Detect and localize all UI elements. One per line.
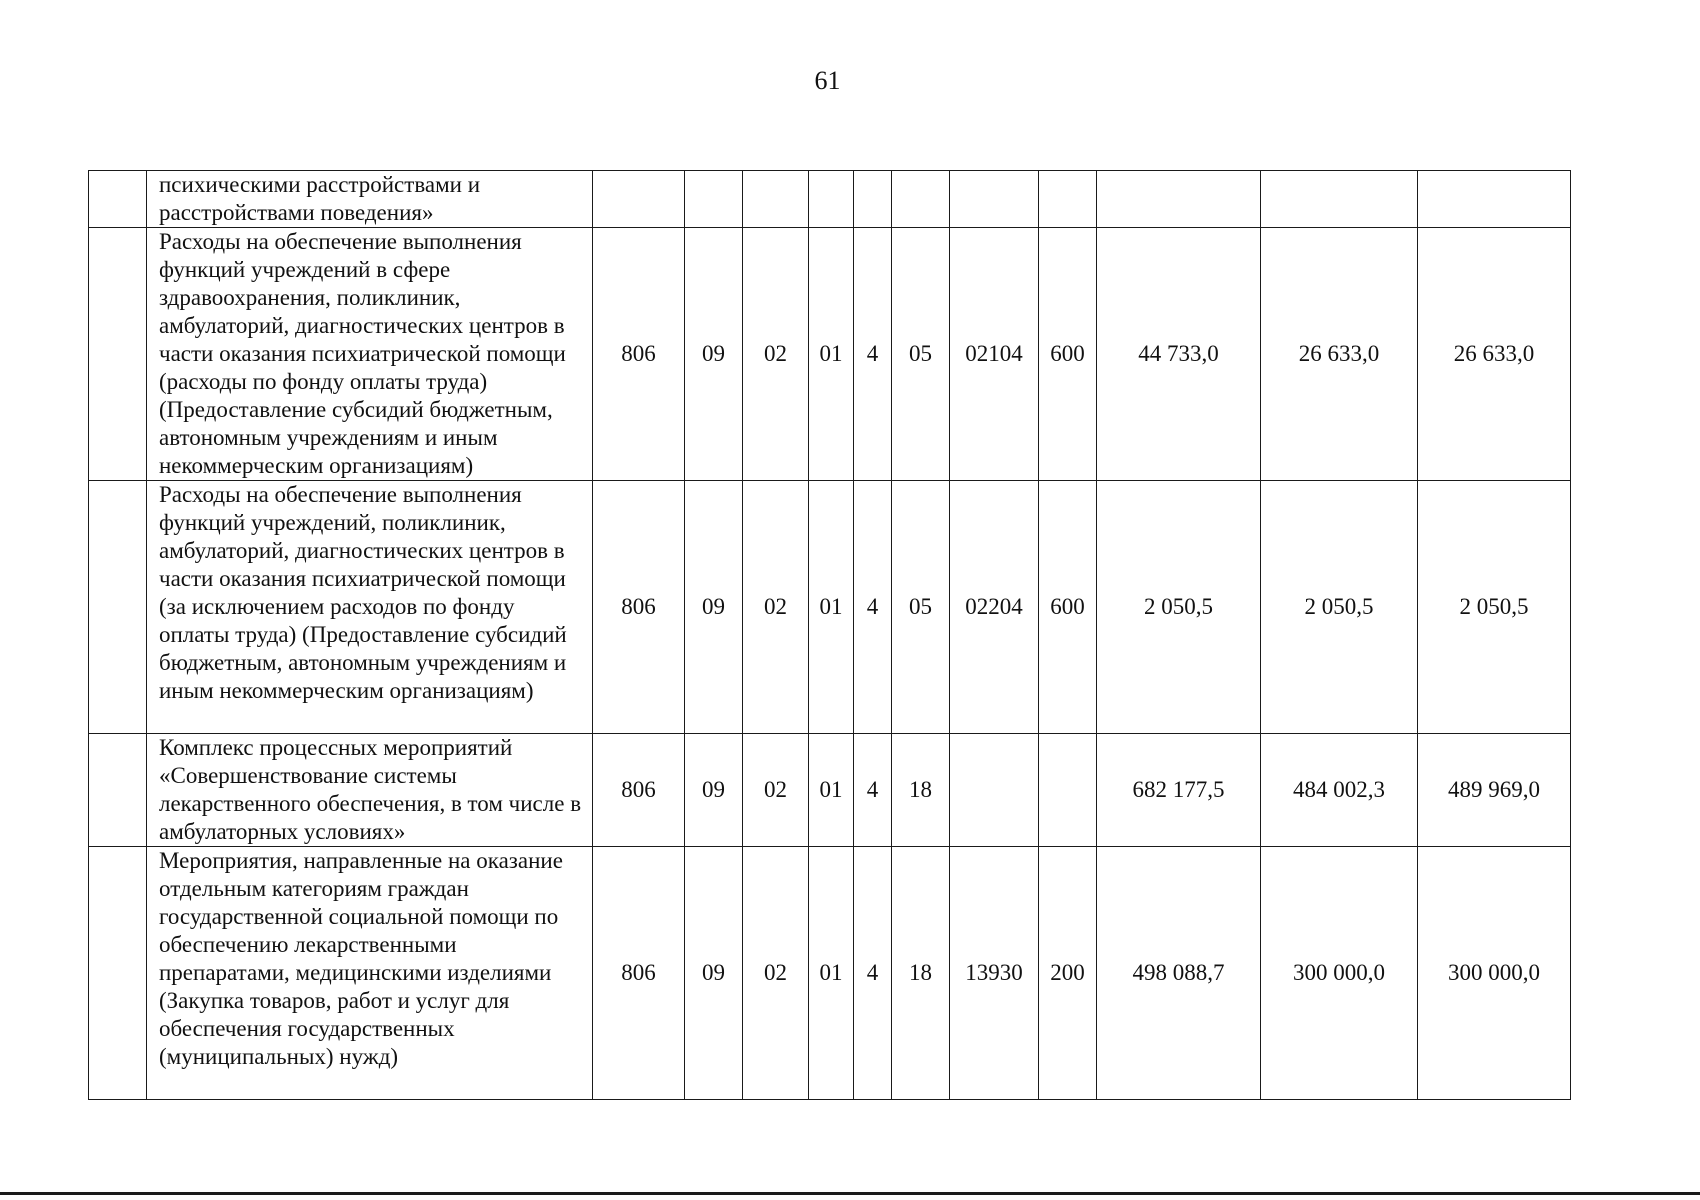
amount-cell: 484 002,3 <box>1261 734 1418 847</box>
code-cell: 200 <box>1039 847 1097 1100</box>
code-cell <box>743 171 809 228</box>
table-body <box>89 171 1571 1100</box>
table-row <box>89 481 1571 734</box>
page-number: 61 <box>814 66 841 95</box>
row-number-cell <box>89 481 147 734</box>
amount-cell <box>1097 171 1261 228</box>
description-cell: Расходы на обеспечение выполнения функций учреждений, поликлиник, амбулаторий, диагностических центров в части оказания психиатрической помощи (за исключением расходов по фонду оплаты труда) (Предоставление субсидий бюджетным, автономным учреждениям и иным некоммерческим организациям) <box>147 481 593 734</box>
code-cell <box>809 171 854 228</box>
code-cell: 18 <box>892 734 950 847</box>
amount-cell: 2 050,5 <box>1097 481 1261 734</box>
code-cell: 4 <box>854 734 892 847</box>
amount-cell: 2 050,5 <box>1261 481 1418 734</box>
row-number-cell <box>89 734 147 847</box>
row-number-cell <box>89 171 147 228</box>
code-cell: 806 <box>593 228 685 481</box>
code-cell: 806 <box>593 734 685 847</box>
description-cell: психическими расстройствами и расстройствами поведения» <box>147 171 593 228</box>
table-row <box>89 847 1571 1100</box>
code-cell: 806 <box>593 847 685 1100</box>
code-cell <box>1039 171 1097 228</box>
code-cell: 09 <box>685 481 743 734</box>
code-cell <box>854 171 892 228</box>
table-row <box>89 734 1571 847</box>
amount-cell: 44 733,0 <box>1097 228 1261 481</box>
amount-cell: 2 050,5 <box>1418 481 1571 734</box>
code-cell <box>593 171 685 228</box>
code-cell: 13930 <box>950 847 1039 1100</box>
amount-cell: 300 000,0 <box>1418 847 1571 1100</box>
code-cell: 09 <box>685 847 743 1100</box>
row-number-cell <box>89 228 147 481</box>
code-cell: 600 <box>1039 481 1097 734</box>
code-cell: 4 <box>854 481 892 734</box>
description-cell: Расходы на обеспечение выполнения функций учреждений в сфере здравоохранения, поликлиник, амбулаторий, диагностических центров в части оказания психиатрической помощи (расходы по фонду оплаты труда) (Предоставление субсидий бюджетным, автономным учреждениям и иным некоммерческим организациям) <box>147 228 593 481</box>
table-row <box>89 228 1571 481</box>
amount-cell: 300 000,0 <box>1261 847 1418 1100</box>
code-cell: 02 <box>743 734 809 847</box>
code-cell: 05 <box>892 481 950 734</box>
code-cell: 4 <box>854 847 892 1100</box>
amount-cell: 498 088,7 <box>1097 847 1261 1100</box>
amount-cell <box>1261 171 1418 228</box>
code-cell: 18 <box>892 847 950 1100</box>
amount-cell: 26 633,0 <box>1261 228 1418 481</box>
row-number-cell <box>89 847 147 1100</box>
code-cell: 4 <box>854 228 892 481</box>
amount-cell <box>1418 171 1571 228</box>
code-cell: 05 <box>892 228 950 481</box>
amount-cell: 489 969,0 <box>1418 734 1571 847</box>
code-cell: 02104 <box>950 228 1039 481</box>
code-cell: 02 <box>743 228 809 481</box>
bottom-rule <box>0 1192 1700 1195</box>
description-cell: Мероприятия, направленные на оказание отдельным категориям граждан государственной социальной помощи по обеспечению лекарственными препаратами, медицинскими изделиями (Закупка товаров, работ и услуг для обеспечения государственных (муниципальных) нужд) <box>147 847 593 1100</box>
budget-table <box>88 170 1571 1100</box>
code-cell: 02204 <box>950 481 1039 734</box>
code-cell: 02 <box>743 847 809 1100</box>
code-cell <box>950 734 1039 847</box>
amount-cell: 682 177,5 <box>1097 734 1261 847</box>
code-cell: 01 <box>809 847 854 1100</box>
description-cell: Комплекс процессных мероприятий «Совершенствование системы лекарственного обеспечения, в том числе в амбулаторных условиях» <box>147 734 593 847</box>
amount-cell: 26 633,0 <box>1418 228 1571 481</box>
code-cell <box>892 171 950 228</box>
table-row <box>89 171 1571 228</box>
code-cell: 806 <box>593 481 685 734</box>
code-cell: 02 <box>743 481 809 734</box>
code-cell: 01 <box>809 481 854 734</box>
code-cell: 09 <box>685 734 743 847</box>
code-cell <box>1039 734 1097 847</box>
code-cell <box>950 171 1039 228</box>
code-cell: 600 <box>1039 228 1097 481</box>
code-cell <box>685 171 743 228</box>
code-cell: 09 <box>685 228 743 481</box>
code-cell: 01 <box>809 734 854 847</box>
code-cell: 01 <box>809 228 854 481</box>
